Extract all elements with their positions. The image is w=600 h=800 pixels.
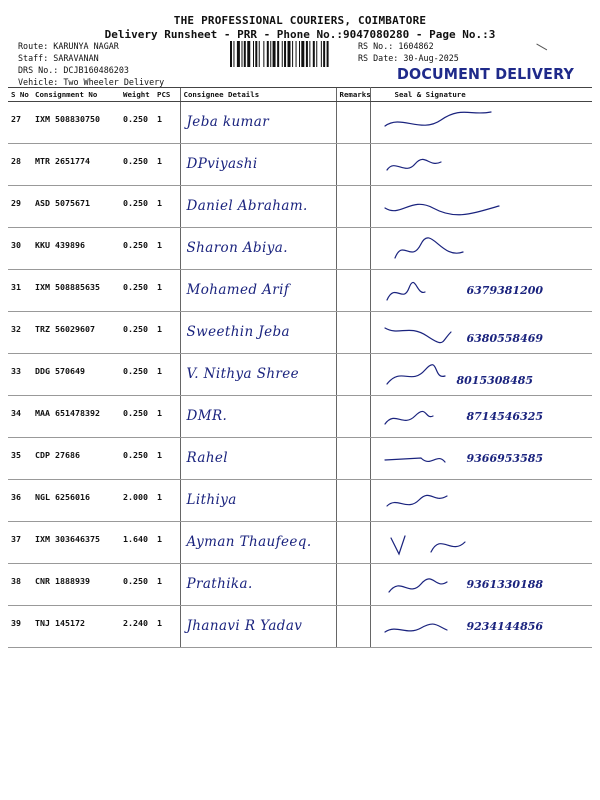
table-row (8, 480, 592, 522)
phone-number: 9234144856 (466, 620, 544, 633)
route-label: Route: KARUNYA NAGAR (18, 41, 119, 51)
delivery-table (8, 87, 592, 648)
sno-cell: 38 (8, 564, 32, 606)
rs-number: RS No.: 1604862 (358, 41, 434, 51)
weight-cell: 1.640 (120, 522, 154, 564)
col-consignment: Consignment No (32, 88, 120, 102)
consignee-name: Rahel (186, 450, 229, 466)
table-row (8, 270, 592, 312)
signature-icon (381, 486, 531, 520)
pcs-cell: 1 (154, 354, 180, 396)
consignee-cell (180, 144, 336, 186)
seal-cell (370, 396, 592, 438)
consignee-name: Sharon Abiya. (186, 240, 288, 256)
seal-cell (370, 606, 592, 648)
pcs-cell: 1 (154, 270, 180, 312)
remarks-cell (336, 522, 370, 564)
weight-cell: 2.240 (120, 606, 154, 648)
pcs-cell: 1 (154, 144, 180, 186)
remarks-cell (336, 438, 370, 480)
signature-icon (381, 150, 531, 184)
sno-cell: 27 (8, 102, 32, 144)
sno-cell: 31 (8, 270, 32, 312)
consignee-name: Jhanavi R Yadav (186, 618, 303, 634)
vehicle-label: Vehicle: Two Wheeler Delivery (18, 77, 165, 87)
consignee-name: V. Nithya Shree (186, 366, 300, 382)
remarks-cell (336, 102, 370, 144)
seal-cell (370, 270, 592, 312)
consignee-cell (180, 102, 336, 144)
consignee-name: Mohamed Arif (186, 282, 290, 298)
phone-number: 8015308485 (456, 374, 534, 387)
table-row (8, 396, 592, 438)
col-weight: Weight (120, 88, 154, 102)
consignment-cell: ASD 5075671 (32, 186, 120, 228)
consignment-cell: NGL 6256016 (32, 480, 120, 522)
sno-cell: 34 (8, 396, 32, 438)
seal-cell (370, 102, 592, 144)
remarks-cell (336, 564, 370, 606)
remarks-cell (336, 228, 370, 270)
seal-cell (370, 522, 592, 564)
phone-number: 6379381200 (466, 284, 544, 297)
weight-cell: 0.250 (120, 144, 154, 186)
phone-number: 6380558469 (466, 332, 544, 345)
consignee-cell (180, 522, 336, 564)
rs-date: RS Date: 30-Aug-2025 (358, 53, 459, 63)
seal-cell (370, 480, 592, 522)
remarks-cell (336, 186, 370, 228)
weight-cell: 0.250 (120, 312, 154, 354)
weight-cell: 0.250 (120, 186, 154, 228)
consignee-cell (180, 312, 336, 354)
runsheet-meta-right (358, 40, 459, 64)
consignee-cell (180, 564, 336, 606)
col-consignee: Consignee Details (180, 88, 336, 102)
seal-cell (370, 564, 592, 606)
consignee-name: DMR. (186, 408, 228, 424)
consignment-cell: TNJ 145172 (32, 606, 120, 648)
weight-cell: 0.250 (120, 396, 154, 438)
sno-cell: 39 (8, 606, 32, 648)
phone-number: 9366953585 (466, 452, 544, 465)
sno-cell: 37 (8, 522, 32, 564)
consignment-cell: IXM 303646375 (32, 522, 120, 564)
consignee-cell (180, 354, 336, 396)
consignment-cell: CNR 1888939 (32, 564, 120, 606)
seal-cell (370, 354, 592, 396)
seal-cell (370, 438, 592, 480)
pcs-cell: 1 (154, 564, 180, 606)
table-row (8, 354, 592, 396)
drs-label: DRS No.: DCJB160486203 (18, 65, 129, 75)
runsheet-title: Delivery Runsheet - PRR - Phone No.:9047080280 - Page No.:3 (104, 28, 496, 41)
seal-cell (370, 228, 592, 270)
document-delivery-stamp: DOCUMENT DELIVERY (397, 65, 574, 83)
pcs-cell: 1 (154, 186, 180, 228)
col-pcs: PCS (154, 88, 180, 102)
consignee-cell (180, 606, 336, 648)
consignment-cell: DDG 570649 (32, 354, 120, 396)
consignee-name: Jeba kumar (186, 114, 270, 130)
table-row (8, 606, 592, 648)
table-row (8, 186, 592, 228)
consignee-cell (180, 396, 336, 438)
table-row (8, 564, 592, 606)
sno-cell: 32 (8, 312, 32, 354)
phone-number: 9361330188 (466, 578, 544, 591)
runsheet-meta-left (18, 40, 164, 88)
consignment-cell: KKU 439896 (32, 228, 120, 270)
consignee-cell (180, 480, 336, 522)
table-row (8, 438, 592, 480)
remarks-cell (336, 606, 370, 648)
consignment-cell: IXM 508830750 (32, 102, 120, 144)
weight-cell: 0.250 (120, 228, 154, 270)
consignee-name: Daniel Abraham. (186, 198, 308, 214)
table-row (8, 228, 592, 270)
barcode-icon (230, 41, 354, 67)
signature-icon (381, 528, 531, 562)
sno-cell: 29 (8, 186, 32, 228)
sno-cell: 30 (8, 228, 32, 270)
weight-cell: 0.250 (120, 102, 154, 144)
pen-mark-icon (533, 44, 547, 57)
seal-cell (370, 186, 592, 228)
consignee-cell (180, 228, 336, 270)
remarks-cell (336, 312, 370, 354)
staff-label: Staff: SARAVANAN (18, 53, 99, 63)
weight-cell: 0.250 (120, 354, 154, 396)
consignee-name: DPviyashi (186, 156, 258, 172)
table-header-row (8, 88, 592, 102)
remarks-cell (336, 480, 370, 522)
remarks-cell (336, 144, 370, 186)
table-row (8, 522, 592, 564)
consignee-name: Sweethin Jeba (186, 324, 290, 340)
consignee-cell (180, 270, 336, 312)
weight-cell: 0.250 (120, 564, 154, 606)
pcs-cell: 1 (154, 606, 180, 648)
sno-cell: 35 (8, 438, 32, 480)
pcs-cell: 1 (154, 312, 180, 354)
sno-cell: 36 (8, 480, 32, 522)
col-seal: Seal & Signature (370, 88, 592, 102)
consignee-cell (180, 186, 336, 228)
sno-cell: 33 (8, 354, 32, 396)
table-row (8, 144, 592, 186)
consignment-cell: TRZ 56029607 (32, 312, 120, 354)
table-row (8, 312, 592, 354)
consignee-cell (180, 438, 336, 480)
signature-icon (381, 192, 531, 226)
company-name: THE PROFESSIONAL COURIERS, COIMBATORE (173, 14, 427, 27)
seal-cell (370, 312, 592, 354)
pcs-cell: 1 (154, 396, 180, 438)
consignee-name: Prathika. (186, 576, 253, 592)
weight-cell: 0.250 (120, 438, 154, 480)
remarks-cell (336, 396, 370, 438)
consignment-cell: MAA 651478392 (32, 396, 120, 438)
signature-icon (381, 234, 531, 268)
table-row (8, 102, 592, 144)
signature-icon (381, 108, 531, 142)
col-remarks: Remarks (336, 88, 370, 102)
pcs-cell: 1 (154, 480, 180, 522)
consignee-name: Lithiya (186, 492, 237, 508)
weight-cell: 2.000 (120, 480, 154, 522)
seal-cell (370, 144, 592, 186)
pcs-cell: 1 (154, 228, 180, 270)
pcs-cell: 1 (154, 438, 180, 480)
consignment-cell: MTR 2651774 (32, 144, 120, 186)
col-sno: S No (8, 88, 32, 102)
pcs-cell: 1 (154, 102, 180, 144)
sno-cell: 28 (8, 144, 32, 186)
remarks-cell (336, 354, 370, 396)
remarks-cell (336, 270, 370, 312)
consignee-name: Ayman Thaufeeq. (186, 534, 312, 550)
pcs-cell: 1 (154, 522, 180, 564)
consignment-cell: IXM 508885635 (32, 270, 120, 312)
phone-number: 8714546325 (466, 410, 544, 423)
consignment-cell: CDP 27686 (32, 438, 120, 480)
weight-cell: 0.250 (120, 270, 154, 312)
